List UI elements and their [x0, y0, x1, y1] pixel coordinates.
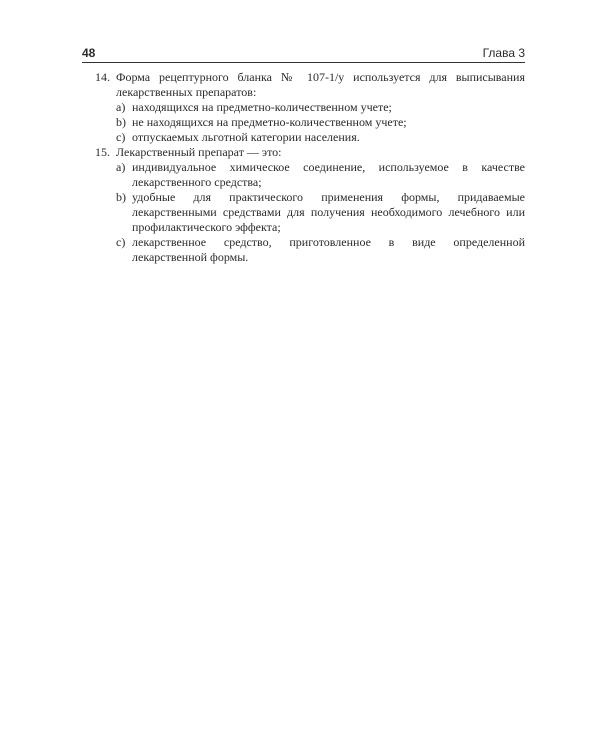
- question-15: [82, 145, 525, 265]
- question-list: [82, 70, 525, 265]
- option-text: отпускаемых льготной категории населения.: [132, 130, 360, 144]
- answer-option: [116, 235, 525, 265]
- option-text: находящихся на предметно-количественном учете;: [132, 100, 392, 114]
- question-number: 14.: [95, 70, 110, 84]
- question-text: Лекарственный препарат — это:: [116, 145, 282, 159]
- option-text: лекарственное средство, приготовленное в виде определенной лекарственной формы.: [132, 235, 525, 264]
- option-letter: b): [116, 190, 126, 204]
- option-letter: c): [116, 235, 126, 249]
- answer-option: [116, 190, 525, 235]
- page-number: 48: [82, 46, 96, 60]
- answer-option: [116, 160, 525, 190]
- option-text: удобные для практического применения формы, придаваемые лекарственными средствами для получения необходимого лечебного или профилактического эффекта;: [132, 190, 525, 234]
- question-stem: [82, 145, 525, 160]
- answer-options: [82, 160, 525, 265]
- option-letter: b): [116, 115, 126, 129]
- answer-option: [116, 115, 525, 130]
- page-header: [82, 44, 525, 62]
- option-letter: a): [116, 100, 126, 114]
- option-letter: a): [116, 160, 126, 174]
- answer-option: [116, 100, 525, 115]
- question-14: [82, 70, 525, 145]
- chapter-title: Глава 3: [482, 46, 525, 60]
- question-stem: [82, 70, 525, 100]
- question-text: Форма рецептурного бланка № 107-1/у используется для выписывания лекарственных препаратов:: [116, 70, 525, 99]
- option-letter: c): [116, 130, 126, 144]
- header-divider: [82, 62, 525, 63]
- question-number: 15.: [95, 145, 110, 159]
- option-text: индивидуальное химическое соединение, используемое в качестве лекарственного средства;: [132, 160, 525, 189]
- answer-option: [116, 130, 525, 145]
- option-text: не находящихся на предметно-количественном учете;: [132, 115, 407, 129]
- answer-options: [82, 100, 525, 145]
